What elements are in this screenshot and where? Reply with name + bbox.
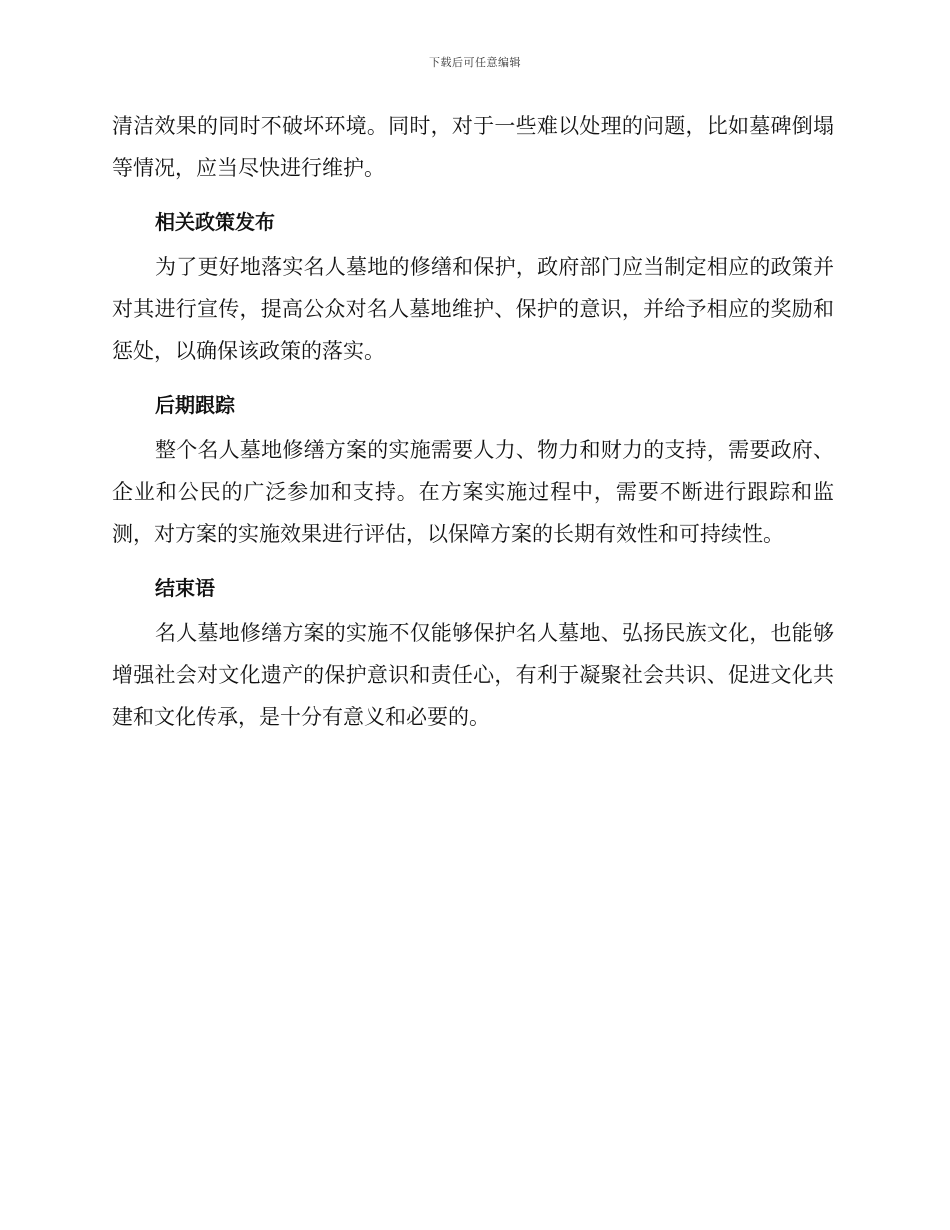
continuation-paragraph: 清洁效果的同时不破坏环境。同时，对于一些难以处理的问题，比如墓碑倒塌等情况，应当尽快进行维护。 (112, 114, 834, 180)
page-header: 下载后可任意编辑 (429, 56, 521, 69)
document-body (112, 105, 834, 738)
section-body-conclusion: 名人墓地修缮方案的实施不仅能够保护名人墓地、弘扬民族文化，也能够增强社会对文化遗产的保护意识和责任心，有利于凝聚社会共识、促进文化共建和文化传承，是十分有意义和必要的。 (112, 621, 834, 729)
section-body-followup: 整个名人墓地修缮方案的实施需要人力、物力和财力的支持，需要政府、企业和公民的广泛参加和支持。在方案实施过程中，需要不断进行跟踪和监测，对方案的实施效果进行评估，以保障方案的长期有效性和可持续性。 (112, 438, 834, 546)
section-body-policy: 为了更好地落实名人墓地的修缮和保护，政府部门应当制定相应的政策并对其进行宣传，提高公众对名人墓地维护、保护的意识，并给予相应的奖励和惩处，以确保该政策的落实。 (112, 255, 834, 363)
section-heading-conclusion: 结束语 (155, 576, 215, 600)
section-heading-policy: 相关政策发布 (155, 210, 275, 234)
section-heading-followup: 后期跟踪 (155, 393, 235, 417)
